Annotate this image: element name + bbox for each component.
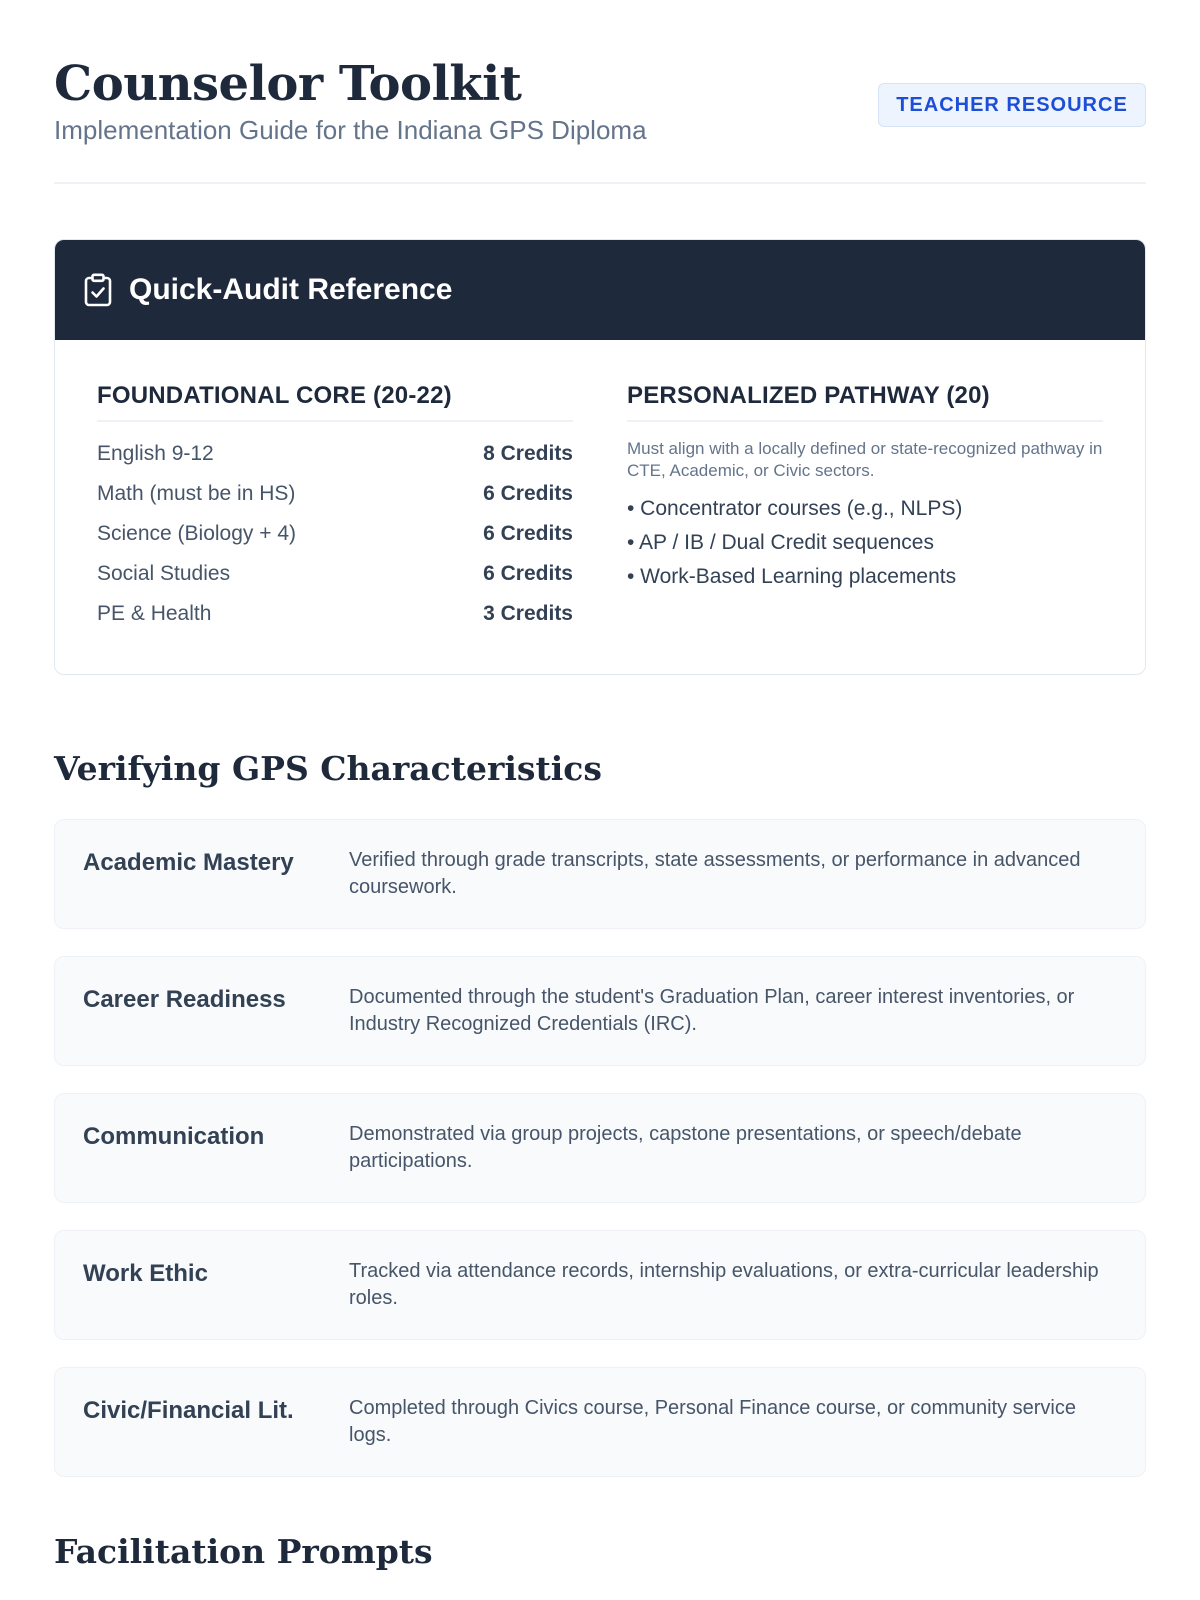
credit-row (97, 520, 573, 560)
clipboard-check-icon (83, 273, 113, 307)
characteristic-card (54, 819, 1146, 929)
quick-audit-title: Quick-Audit Reference (129, 273, 453, 306)
credit-amount: 6 Credits (483, 522, 573, 545)
characteristic-description: Demonstrated via group projects, capstone presentations, or speech/debate participations. (349, 1123, 1022, 1172)
pathway-note: Must align with a locally defined or state-recognized pathway in CTE, Academic, or Civic sectors. (627, 439, 1103, 480)
credit-amount: 3 Credits (483, 602, 573, 625)
credit-subject: Social Studies (97, 562, 231, 585)
pathway-list-item: • Work-Based Learning placements (627, 565, 957, 588)
credit-subject: Math (must be in HS) (97, 482, 296, 505)
characteristic-description: Documented through the student's Graduation Plan, career interest inventories, or Industry Recognized Credentials (IRC). (349, 986, 1075, 1035)
quick-audit-card (54, 239, 1146, 675)
credit-amount: 6 Credits (483, 482, 573, 505)
characteristic-description: Tracked via attendance records, internship evaluations, or extra-curricular leadership roles. (349, 1260, 1099, 1309)
teacher-resource-badge: TEACHER RESOURCE (878, 83, 1146, 127)
characteristic-card (54, 1367, 1146, 1477)
pathway-list-item: • Concentrator courses (e.g., NLPS) (627, 497, 963, 520)
characteristic-label: Academic Mastery (83, 849, 294, 876)
characteristic-label: Work Ethic (83, 1260, 208, 1287)
credit-amount: 8 Credits (483, 442, 573, 465)
characteristic-description: Verified through grade transcripts, state assessments, or performance in advanced coursework. (349, 849, 1081, 898)
pathway-list-item: • AP / IB / Dual Credit sequences (627, 531, 934, 554)
quick-audit-header (55, 240, 1145, 340)
characteristic-label: Civic/Financial Lit. (83, 1397, 294, 1424)
facilitation-section-title: Facilitation Prompts (54, 1532, 433, 1571)
page-title: Counselor Toolkit (54, 56, 522, 112)
characteristic-card (54, 956, 1146, 1066)
characteristic-label: Career Readiness (83, 986, 286, 1013)
personalized-pathway-heading: PERSONALIZED PATHWAY (20) (627, 382, 1103, 422)
quick-audit-body (55, 340, 1145, 674)
credit-subject: English 9-12 (97, 442, 214, 465)
characteristic-description: Completed through Civics course, Personal Finance course, or community service logs. (349, 1397, 1076, 1446)
page-header (54, 0, 1146, 184)
credit-subject: PE & Health (97, 602, 212, 625)
credit-row (97, 440, 573, 480)
credit-row (97, 480, 573, 520)
characteristic-card (54, 1093, 1146, 1203)
credit-subject: Science (Biology + 4) (97, 522, 297, 545)
characteristics-list (54, 819, 1146, 1477)
credit-row (97, 560, 573, 600)
credit-amount: 6 Credits (483, 562, 573, 585)
foundational-core-heading: FOUNDATIONAL CORE (20-22) (97, 382, 573, 422)
page-subtitle: Implementation Guide for the Indiana GPS Diploma (54, 115, 647, 145)
characteristic-card (54, 1230, 1146, 1340)
characteristics-section-title: Verifying GPS Characteristics (54, 749, 602, 788)
characteristic-label: Communication (83, 1123, 265, 1150)
foundational-core-column (97, 382, 573, 640)
credit-row (97, 600, 573, 640)
personalized-pathway-column (627, 382, 1103, 640)
